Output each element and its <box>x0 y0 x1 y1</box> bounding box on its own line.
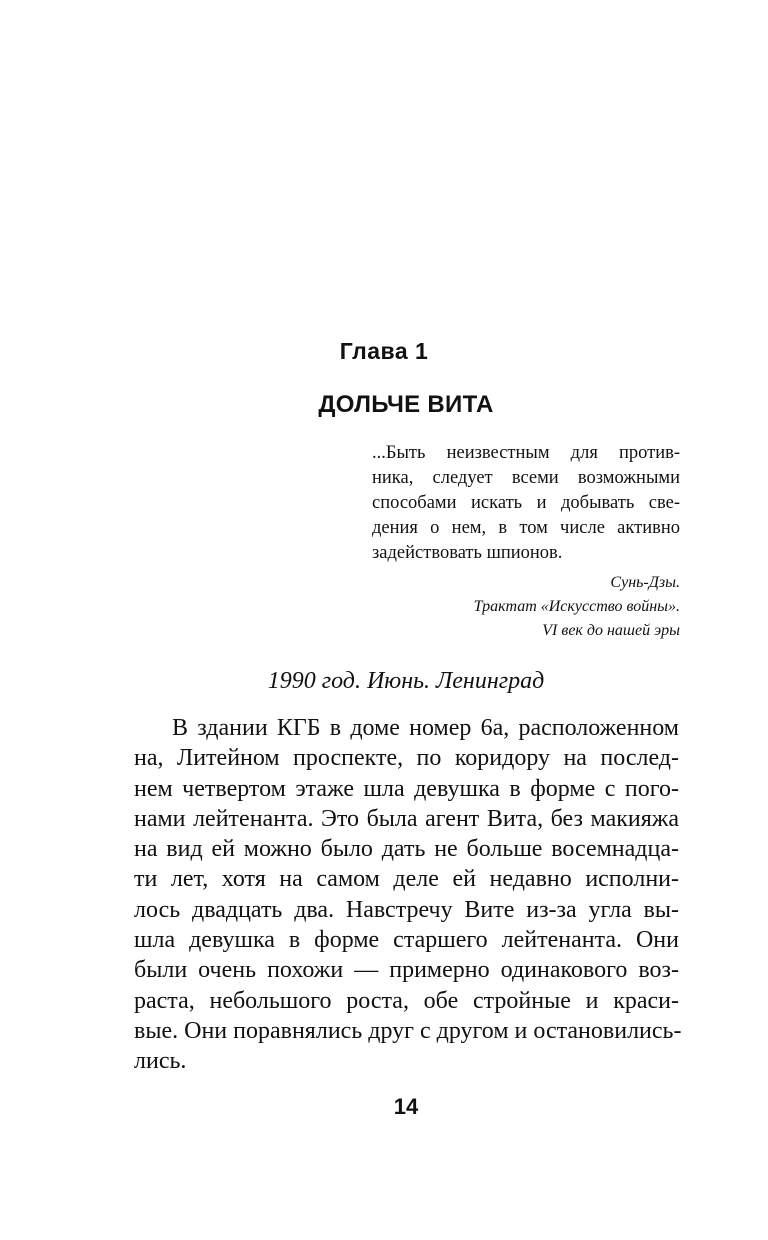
epigraph-work: Трактат «Искусство войны». <box>473 598 680 615</box>
epigraph-line: ника, следует всеми возможными <box>372 468 680 488</box>
epigraph <box>372 441 680 643</box>
body-line: лось двадцать два. Навстречу Вите из-за угла вы- <box>134 896 679 923</box>
epigraph-line: ...Быть неизвестным для против- <box>372 443 680 463</box>
section-place-date: 1990 год. Июнь. Ленинград <box>267 668 545 694</box>
epigraph-era: VI век до нашей эры <box>542 622 680 639</box>
body-line: нами лейтенанта. Это была агент Вита, без макияжа <box>134 805 679 832</box>
body-line: были очень похожи — примерно одинакового воз- <box>134 957 679 984</box>
body-line: шла девушка в форме старшего лейтенанта. Они <box>134 927 679 954</box>
epigraph-line: дения о нем, в том числе активно <box>372 518 680 538</box>
epigraph-text <box>372 441 680 566</box>
body-line: на вид ей можно было дать не больше восемнадца- <box>134 836 679 863</box>
epigraph-author: Сунь-Дзы. <box>610 574 680 591</box>
body-line: ти лет, хотя на самом деле ей недавно исполни- <box>134 866 679 893</box>
epigraph-line: задействовать шпионов. <box>372 543 563 563</box>
epigraph-line: способами искать и добывать све- <box>372 493 680 513</box>
chapter-title: ДОЛЬЧЕ ВИТА <box>318 391 494 418</box>
body-line: лись. <box>134 1048 187 1075</box>
body-line: вые. Они поравнялись друг с другом и остановились- <box>134 1017 682 1044</box>
page-number: 14 <box>393 1094 419 1119</box>
body-line: раста, небольшого роста, обе стройные и краси- <box>134 987 679 1014</box>
body-paragraph <box>134 713 682 1077</box>
chapter-label: Глава 1 <box>339 338 429 364</box>
body-line: на, Литейном проспекте, по коридору на послед- <box>134 745 679 772</box>
body-line: нем четвертом этаже шла девушка в форме с пого- <box>134 775 679 802</box>
body-line: В здании КГБ в доме номер 6а, расположенном <box>172 715 679 741</box>
epigraph-source <box>372 571 680 643</box>
